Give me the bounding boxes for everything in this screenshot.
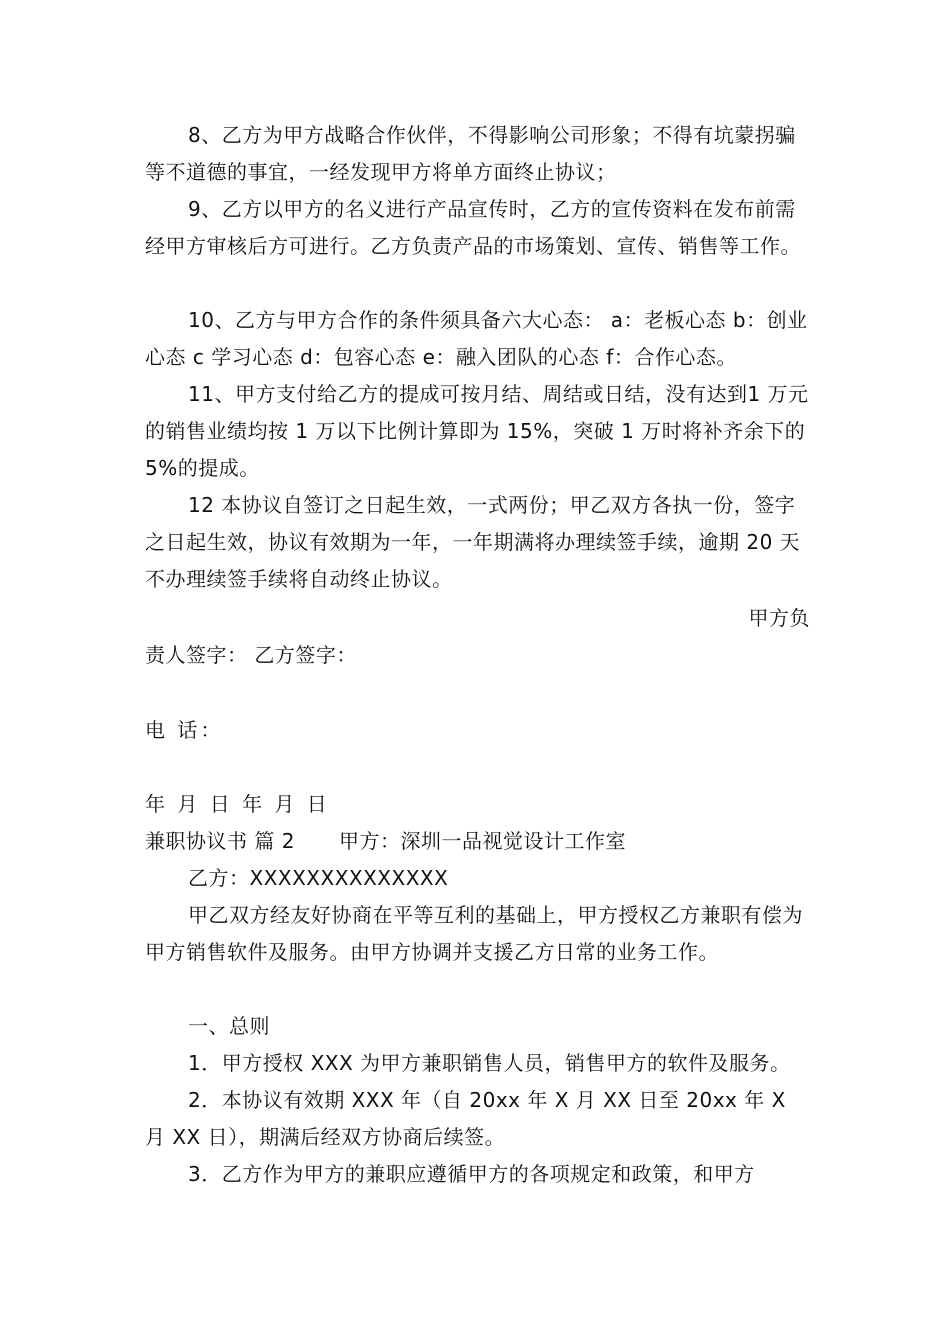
signature-line: 责人签字： 乙方签字：: [145, 643, 357, 667]
clause-2: 2．本协议有效期 XXX 年（自 20xx 年 X 月 XX 日至 20xx 年 X 月 XX 日），期满后经双方协商后续签。: [145, 1088, 786, 1149]
paragraph-10: 10、乙方与甲方合作的条件须具备六大心态： a：老板心态 b：创业心态 c 学习心态 d：包容心态 e：融入团队的心态 f：合作心态。: [145, 308, 808, 369]
party-a-line: 甲方：深圳一品视觉设计工作室: [338, 829, 626, 853]
chapter-1-heading: 一、总则: [188, 1014, 270, 1038]
paragraph-11: 11、甲方支付给乙方的提成可按月结、周结或日结，没有达到1 万元的销售业绩均按 1 万以下比例计算即为 15%，突破 1 万时将补齐余下的 5%的提成。: [145, 382, 809, 480]
phone-label: 电 话：: [145, 718, 224, 742]
section-2-heading: [145, 823, 810, 860]
section-2-title: 兼职协议书 篇 2: [145, 829, 295, 853]
party-b-line: 乙方：XXXXXXXXXXXXXX: [188, 866, 449, 890]
agreement-intro: 甲乙双方经友好协商在平等互利的基础上，甲方授权乙方兼职有偿为甲方销售软件及服务。由甲方协调并支援乙方日常的业务工作。: [145, 903, 803, 964]
paragraph-8: 8、乙方为甲方战略合作伙伴，不得影响公司形象；不得有坑蒙拐骗等不道德的事宜，一经发现甲方将单方面终止协议；: [145, 123, 796, 184]
date-line: 年 月 日 年 月 日: [145, 792, 330, 816]
signature-line-party-a: 甲方负: [748, 606, 810, 630]
clause-1: 1．甲方授权 XXX 为甲方兼职销售人员，销售甲方的软件及服务。: [188, 1051, 791, 1075]
paragraph-9: 9、乙方以甲方的名义进行产品宣传时，乙方的宣传资料在发布前需经甲方审核后方可进行。乙方负责产品的市场策划、宣传、销售等工作。: [145, 197, 801, 258]
paragraph-12: 12 本协议自签订之日起生效，一式两份；甲乙双方各执一份，签字之日起生效，协议有效期为一年，一年期满将办理续签手续，逾期 20 天不办理续签手续将自动终止协议。: [145, 493, 801, 591]
clause-3: 3．乙方作为甲方的兼职应遵循甲方的各项规定和政策，和甲方: [188, 1162, 755, 1186]
